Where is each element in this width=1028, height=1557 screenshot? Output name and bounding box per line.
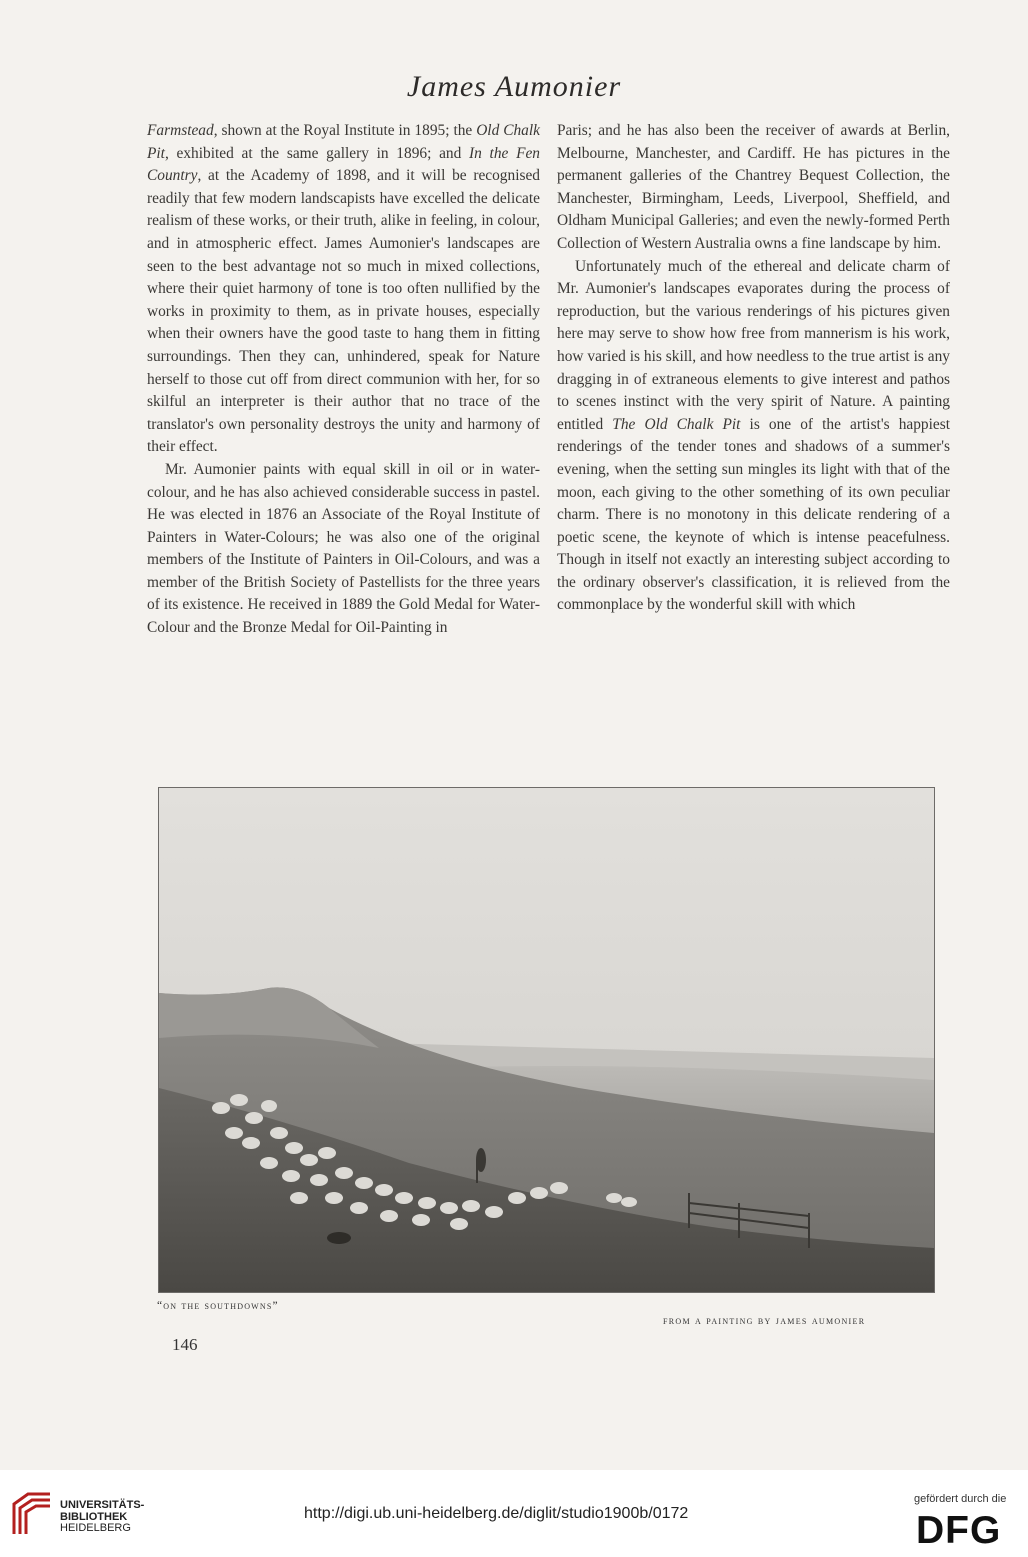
plate-caption-title: “on the southdowns” xyxy=(157,1300,279,1312)
right-paragraph-2 xyxy=(557,256,950,618)
funded-by-label: gefördert durch die xyxy=(914,1493,1007,1505)
landscape-plate-image xyxy=(158,787,935,1293)
italic-title: Farmstead xyxy=(147,122,214,139)
library-name xyxy=(60,1500,144,1535)
text-run: , shown at the Royal Institute in 1895; the xyxy=(213,122,477,139)
text-run: , at the Academy of 1898, and it will be recognised readily that few modern landscapists have excelled the delicate realism of these works, or their truth, alike in feeling, in colour, and in atmospheric effect. James Aumonier's landscapes are seen to the best advantage not so much in mixed collections, where their quiet harmony of tone is too often nullified by the works in proximity to them, as in private houses, especially when their owners have the good taste to hang them in fitting surroundings. Then they can, unhindered, speak for Nature herself to those cut off from direct communion with her, for so skilful an interpreter is their author that no trace of the translator's own personality destroys the unity and harmony of their effect. xyxy=(147,167,540,456)
page-number: 146 xyxy=(172,1335,198,1354)
text-run: is one of the artist's happiest renderings of the tender tones and shadows of a summer's evening, when the setting sun mingles its light with that of the moon, each giving to the other something of its own peculiar charm. There is no monotony in this delicate rendering of a poetic scene, the keynote of which is intense peacefulness. Though in itself not exactly an interesting subject according to the ordinary observer's classification, it is relieved from the commonplace by the wonderful skill with which xyxy=(557,415,950,614)
right-text-column xyxy=(557,120,950,617)
right-paragraph-1: Paris; and he has also been the receiver of awards at Berlin, Melbourne, Manchester, and Cardiff. He has pictures in the permanent galleries of the Chantrey Bequest Collection, the Manchester, Birmingham, Leeds, Liverpool, Sheffield, and Oldham Municipal Galleries; and even the newly-formed Perth Collection of Western Australia owns a fine landscape by him. xyxy=(557,122,950,252)
left-text-column xyxy=(147,120,540,640)
library-name-line-1: UNIVERSITÄTS- xyxy=(60,1499,145,1511)
running-head: James Aumonier xyxy=(406,70,622,103)
left-paragraph-2: Mr. Aumonier paints with equal skill in oil or in water-colour, and he has also achieved considerable success in pastel. He was elected in 1876 an Associate of the Royal Institute of Painters in Water-Colours; he was also one of the original members of the Institute of Painters in Oil-Colours, and was a member of the British Society of Pastellists for the three years of its existence. He received in 1889 the Gold Medal for Water-Colour and the Bronze Medal for Oil-Painting in xyxy=(147,460,540,637)
dfg-logo: DFG xyxy=(916,1509,1002,1552)
text-run: , exhibited at the same gallery in 1896; and xyxy=(164,144,470,162)
italic-title: In the Fen Country xyxy=(147,144,540,185)
text-run: Unfortunately much of the ethereal and delicate charm of Mr. Aumonier's landscapes evaporates during the process of reproduction, but the various renderings of his pictures given here may serve to show how free from mannerism is his work, how varied is his skill, and how needless to the true artist is any dragging in of extraneous elements to give interest and pathos to scenes instinct with the very spirit of Nature. A painting entitled xyxy=(557,257,950,433)
italic-title: The Old Chalk Pit xyxy=(612,415,741,433)
italic-title: Old Chalk Pit xyxy=(147,122,540,162)
library-logo-icon xyxy=(10,1490,52,1538)
library-name-line-3: HEIDELBERG xyxy=(60,1522,131,1534)
left-paragraph-1 xyxy=(147,120,540,459)
library-name-line-2: BIBLIOTHEK xyxy=(60,1510,128,1523)
permalink-url[interactable]: http://digi.ub.uni-heidelberg.de/diglit/studio1900b/0172 xyxy=(304,1505,689,1522)
plate-caption-credit: from a painting by james aumonier xyxy=(663,1315,866,1327)
